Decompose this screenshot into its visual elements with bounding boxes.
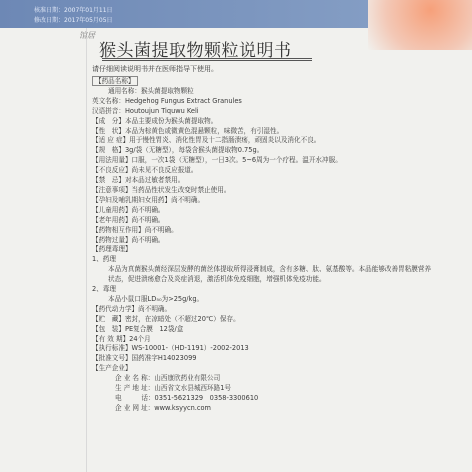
- margin-line: [86, 28, 87, 472]
- leaflet-line: 【性 状】本品为棕黄色或微黄色混悬颗粒，味微苦，有引湿性。: [92, 126, 284, 135]
- leaflet-line: 【包 装】PE复合膜 12袋/盒: [92, 324, 184, 333]
- leaflet-line: 生 产 地 址：山西省文水县城西环路1号: [115, 384, 231, 393]
- page-subtitle: 请仔细阅读说明书并在医师指导下使用。: [92, 65, 218, 73]
- leaflet-line: 【不良反应】尚未见不良反应报道。: [92, 166, 198, 175]
- approve-date: 核准日期：2007年01月11日: [34, 7, 113, 14]
- leaflet-line: 通用名称：猴头菌提取物颗粒: [108, 86, 194, 95]
- leaflet-line: 【禁 忌】对本品过敏者禁用。: [92, 176, 185, 185]
- leaflet-line: 【执行标准】WS-10001-（HD-1191）-2002-2013: [92, 344, 249, 353]
- leaflet-line: 【适 应 症】用于慢性胃炎、消化性胃及十二指肠溃疡，顽固炎以及消化不良。: [92, 136, 321, 145]
- leaflet-line: 【生产企业】: [92, 364, 132, 373]
- leaflet-line: 【注意事项】当药品性状发生改变时禁止使用。: [92, 185, 231, 194]
- leaflet-line: 1、药理: [92, 255, 116, 264]
- leaflet-line: 本品小鼠口服LD₅₀为>25g/kg。: [108, 294, 204, 303]
- leaflet-line: 【老年用药】尚不明确。: [92, 215, 165, 224]
- leaflet-line: 电 话：0351-5621329 0358-3300610: [115, 394, 259, 402]
- leaflet-body: [92, 76, 437, 414]
- leaflet-line: 【批准文号】国药准字H14023099: [92, 354, 197, 363]
- leaflet-line: 【贮 藏】密封，在凉暗处（不超过20℃）保存。: [92, 314, 240, 323]
- leaflet-line: [92, 76, 437, 87]
- leaflet-line: 2、毒理: [92, 285, 116, 294]
- leaflet-line: 【药代动力学】尚不明确。: [92, 304, 172, 313]
- leaflet-line: 英文名称：Hedgehog Fungus Extract Granules: [92, 96, 242, 105]
- section-box: 【药品名称】: [92, 76, 138, 86]
- leaflet-line: 【药物过量】尚不明确。: [92, 235, 165, 244]
- leaflet-line: 企 业 网 址：www.ksyycn.com: [115, 403, 211, 412]
- leaflet-line: 企 业 名 称：山西康欣药业有限公司: [115, 374, 221, 383]
- leaflet-line: 汉语拼音：Houtoujun Tiquwu Keli: [92, 106, 199, 115]
- modify-date: 修改日期：2017年05月05日: [34, 17, 113, 24]
- leaflet-line: 【药理毒理】: [92, 245, 132, 254]
- leaflet-line: 【药物相互作用】尚不明确。: [92, 225, 178, 234]
- leaflet-line: 【儿童用药】尚不明确。: [92, 205, 165, 214]
- title-rule-2: [102, 60, 312, 61]
- leaflet-line: 【成 分】本品主要成份为猴头菌提取物。: [92, 116, 218, 125]
- page-title: 猴头菌提取物颗粒说明书: [99, 41, 292, 61]
- leaflet-line: 【孕妇及哺乳期妇女用药】尚不明确。: [92, 195, 205, 204]
- leaflet-line: 【有 效 期】24个月: [92, 334, 151, 343]
- title-rule: [102, 58, 312, 59]
- leaflet-line: 【规 格】3g/袋（无糖型），每袋含猴头菌提取物0.75g。: [92, 146, 264, 155]
- leaflet-line: 本品为真菌猴头菌经深层发酵的菌丝体提取所得浸膏制成，含有多糖、肽、氨基酸等。本品能够改善胃粘膜营养状态，促进溃疡愈合及炎症消退，激活机体免疫细胞，增强机体免疫功能。: [108, 265, 432, 284]
- decorative-pattern: [368, 0, 472, 50]
- brand-logo: 馆居: [79, 31, 95, 40]
- leaflet-line: 【用法用量】口服，一次1袋（无糖型），一日3次。5~6周为一个疗程。温开水冲服。: [92, 156, 342, 165]
